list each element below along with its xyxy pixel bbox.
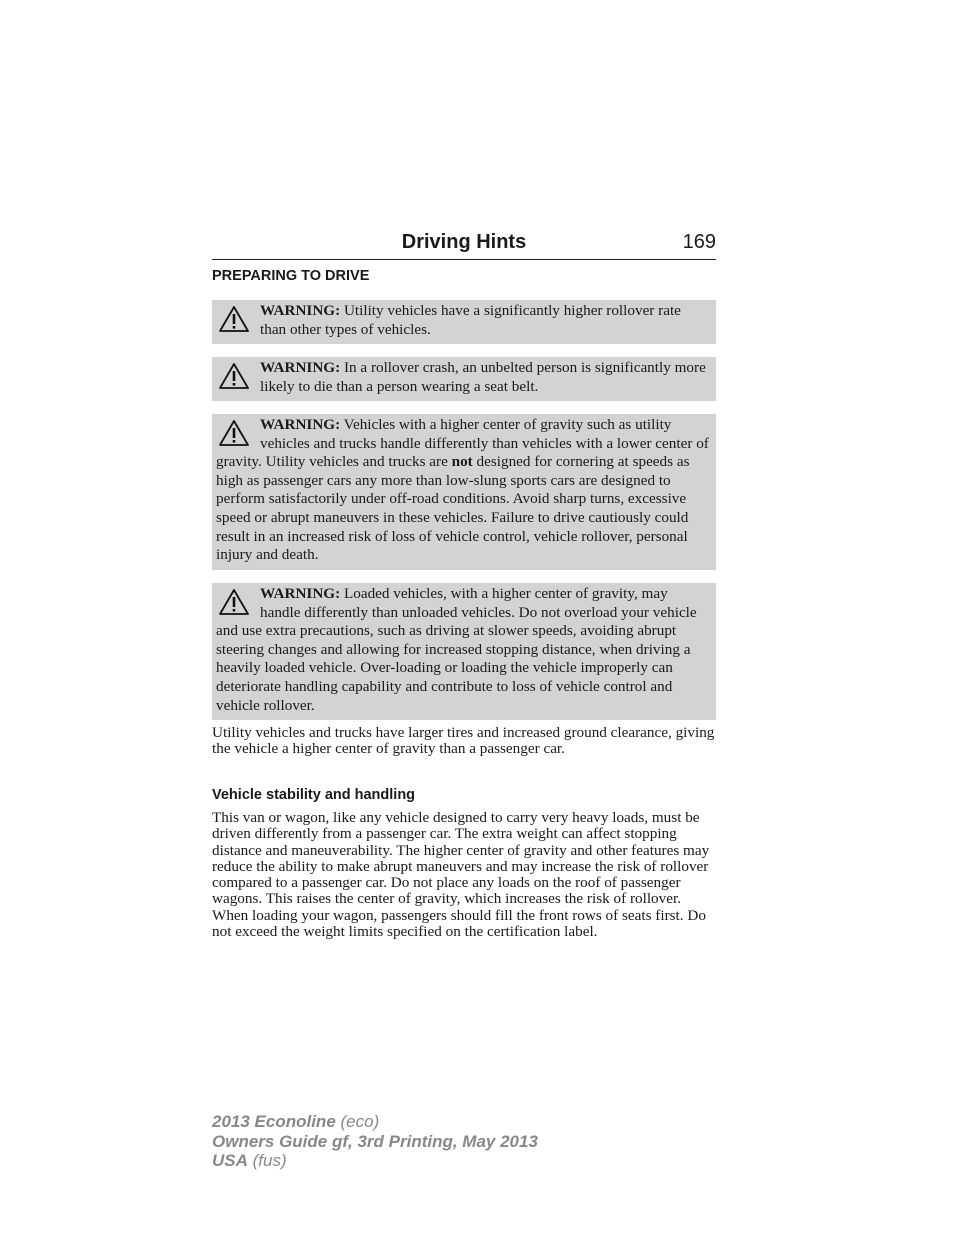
warning-label: WARNING: xyxy=(260,302,341,319)
warning-box-rollover-rate xyxy=(212,300,716,344)
body-paragraph-stability: This van or wagon, like any vehicle designed to carry very heavy loads, must be driven differently from a passenger car. The extra weight can affect stopping distance and maneuverability. The higher center of gravity and other features may reduce the ability to make abrupt maneuvers and may increase the risk of rollover compared to a passenger car. Do not place any loads on the roof of passenger wagons. This raises the center of gravity, which increases the risk of rollover. When loading your wagon, passengers should fill the front rows of seats first. Do not exceed the weight limits specified on the certification label. xyxy=(212,809,710,941)
page-header xyxy=(212,229,716,260)
page-footer xyxy=(212,1112,538,1171)
footer-model-name: 2013 Econoline xyxy=(212,1112,336,1131)
footer-region-name: USA xyxy=(212,1151,248,1170)
chapter-title: Driving Hints xyxy=(401,231,527,253)
footer-region-code: (fus) xyxy=(247,1151,287,1170)
warning-text: Utility vehicles have a significantly higher rollover rate than other types of vehicles. xyxy=(260,302,681,338)
footer-line-model xyxy=(212,1112,538,1132)
warning-box-center-of-gravity xyxy=(212,414,716,570)
warning-emphasis: not xyxy=(451,453,473,471)
warning-text: designed for cornering at speeds as high as passenger cars any more than low-slung sports cars are designed to perform satisfactorily under off-road conditions. Avoid sharp turns, excessive speed or abrupt maneuvers in these vehicles. Failure to drive cautiously could result in an increased risk of loss of vehicle control, vehicle rollover, personal injury and death. xyxy=(216,453,690,564)
footer-model-code: (eco) xyxy=(335,1112,380,1131)
warning-box-seat-belt xyxy=(212,357,716,401)
warning-text: In a rollover crash, an unbelted person is significantly more likely to die than a person wearing a seat belt. xyxy=(260,359,706,395)
footer-line-guide: Owners Guide gf, 3rd Printing, May 2013 xyxy=(212,1131,538,1151)
warning-label: WARNING: xyxy=(260,416,341,433)
section-title: PREPARING TO DRIVE xyxy=(212,268,370,284)
warning-label: WARNING: xyxy=(260,359,341,376)
warning-triangle-icon xyxy=(218,419,250,447)
warning-triangle-icon xyxy=(218,305,250,333)
body-paragraph-tires: Utility vehicles and trucks have larger tires and increased ground clearance, giving the vehicle a higher center of gravity than a passenger car. xyxy=(212,724,715,758)
warning-box-loaded-vehicles xyxy=(212,583,716,720)
warning-label: WARNING: xyxy=(260,585,341,602)
subheading-stability: Vehicle stability and handling xyxy=(212,787,416,803)
warning-text: Vehicles with a higher center of gravity such as utility vehicles and trucks handle differently than vehicles with a lower center of gravity. Utility vehicles and trucks are xyxy=(216,416,709,471)
warning-triangle-icon xyxy=(218,362,250,390)
footer-line-region xyxy=(212,1151,538,1171)
warning-triangle-icon xyxy=(218,588,250,616)
warning-text: Loaded vehicles, with a higher center of gravity, may handle differently than unloaded vehicles. Do not overload your vehicle and use extra precautions, such as driving at slower speeds, avoiding abrupt steering changes and allowing for increased stopping distance, when driving a heavily loaded vehicle. Over-loading or loading the vehicle improperly can deteriorate handling capability and contribute to loss of vehicle control and vehicle rollover. xyxy=(216,585,697,714)
page-number: 169 xyxy=(682,231,716,253)
